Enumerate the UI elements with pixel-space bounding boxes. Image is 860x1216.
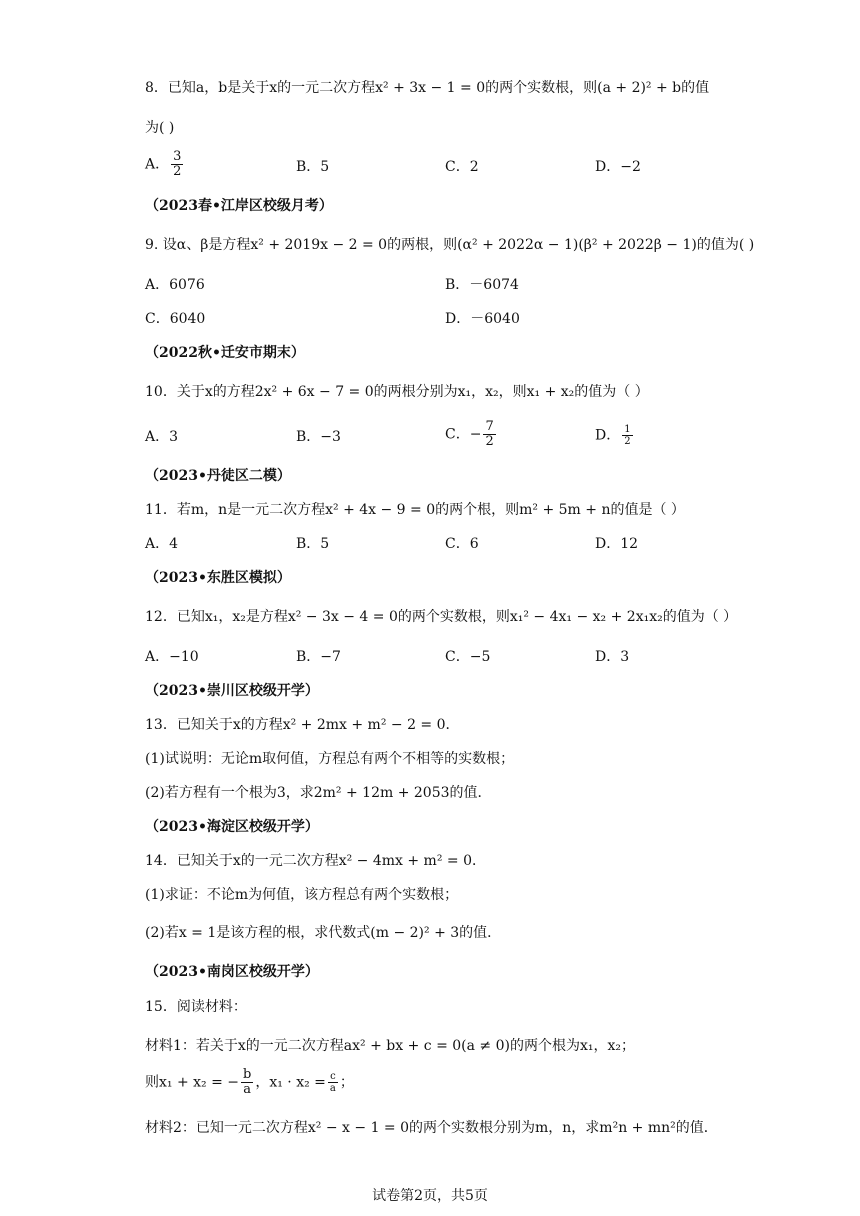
q9-option-b: B．－6074 <box>445 277 519 293</box>
q11-option-d: D．12 <box>595 536 639 552</box>
q8-stem-cont: 为( ) <box>145 120 175 136</box>
q10-stem: 10．关于x的方程2x² + 6x − 7 = 0的两根分别为x₁，x₂，则x₁ + x₂的值为（ ） <box>145 384 649 400</box>
q15-source: （2023•南岗区校级开学） <box>145 964 319 980</box>
q11-stem: 11．若m，n是一元二次方程x² + 4x − 9 = 0的两个根，则m² + 5m + n的值是（ ） <box>145 502 685 518</box>
q14-part2: (2)若x = 1是该方程的根，求代数式(m − 2)² + 3的值． <box>145 925 502 941</box>
q15-material2: 材料2：已知一元二次方程x² − x − 1 = 0的两个实数根分别为m，n，求m²n + mn²的值． <box>145 1120 718 1136</box>
q15-material1: 材料1：若关于x的一元二次方程ax² + bx + c = 0(a ≠ 0)的两个根为x₁，x₂； <box>145 1038 635 1054</box>
q15-material1-formulas: 则x₁ + x₂ = − $\frac{b}{a}$ ，x₁ · x₂ = $\frac{c}{a}$ ； <box>145 1067 354 1097</box>
q13-part2: (2)若方程有一个根为3，求2m² + 12m + 2053的值． <box>145 785 492 801</box>
q10-option-b: B．−3 <box>296 429 341 445</box>
q12-option-c: C．−5 <box>445 649 491 665</box>
q9-option-d: D．－6040 <box>445 311 520 327</box>
q11-option-c: C．6 <box>445 536 479 552</box>
q10-option-d: D． $\frac{1}{2}$ <box>595 424 631 447</box>
q8-stem: 8．已知a，b是关于x的一元二次方程x² + 3x − 1 = 0的两个实数根，则(a + 2)² + b的值 <box>145 80 710 96</box>
q11-option-b: B．5 <box>296 536 330 552</box>
q12-source: （2023•东胜区模拟） <box>145 570 291 586</box>
q13-stem: 13．已知关于x的方程x² + 2mx + m² − 2 = 0． <box>145 717 460 733</box>
q11-option-a: A．4 <box>145 536 179 552</box>
q10-option-a: A．3 <box>145 429 179 445</box>
q11-source: （2023•丹徒区二模） <box>145 468 291 484</box>
q10-option-c: C．− $\frac{7}{2}$ <box>445 419 494 449</box>
q8-option-b: B．5 <box>296 159 330 175</box>
q8-option-d: D．−2 <box>595 159 641 175</box>
q13-part1: (1)试说明：无论m取何值，方程总有两个不相等的实数根； <box>145 751 515 767</box>
q14-stem: 14．已知关于x的一元二次方程x² − 4mx + m² = 0． <box>145 853 486 869</box>
q8-option-a: A． $\frac{3}{2}$ <box>145 149 182 179</box>
q14-source: （2023•海淀区校级开学） <box>145 819 319 835</box>
q9-source: （2023春•江岸区校级月考） <box>145 198 333 214</box>
page-footer: 试卷第2页，共5页 <box>372 1188 488 1204</box>
q12-option-d: D．3 <box>595 649 630 665</box>
q12-option-b: B．−7 <box>296 649 341 665</box>
q9-stem: 9. 设α、β是方程x² + 2019x − 2 = 0的两根，则(α² + 2022α − 1)(β² + 2022β − 1)的值为( ) <box>145 237 755 253</box>
q9-option-a: A．6076 <box>145 277 205 293</box>
q9-option-c: C．6040 <box>145 311 206 327</box>
q12-option-a: A．−10 <box>145 649 199 665</box>
q8-option-c: C．2 <box>445 159 479 175</box>
q15-stem: 15．阅读材料： <box>145 999 247 1015</box>
q12-stem: 12．已知x₁，x₂是方程x² − 3x − 4 = 0的两个实数根，则x₁² − 4x₁ − x₂ + 2x₁x₂的值为（ ） <box>145 609 738 625</box>
q14-part1: (1)求证：不论m为何值，该方程总有两个实数根； <box>145 887 459 903</box>
q13-source: （2023•崇川区校级开学） <box>145 683 319 699</box>
q10-source: （2022秋•迁安市期末） <box>145 345 305 361</box>
